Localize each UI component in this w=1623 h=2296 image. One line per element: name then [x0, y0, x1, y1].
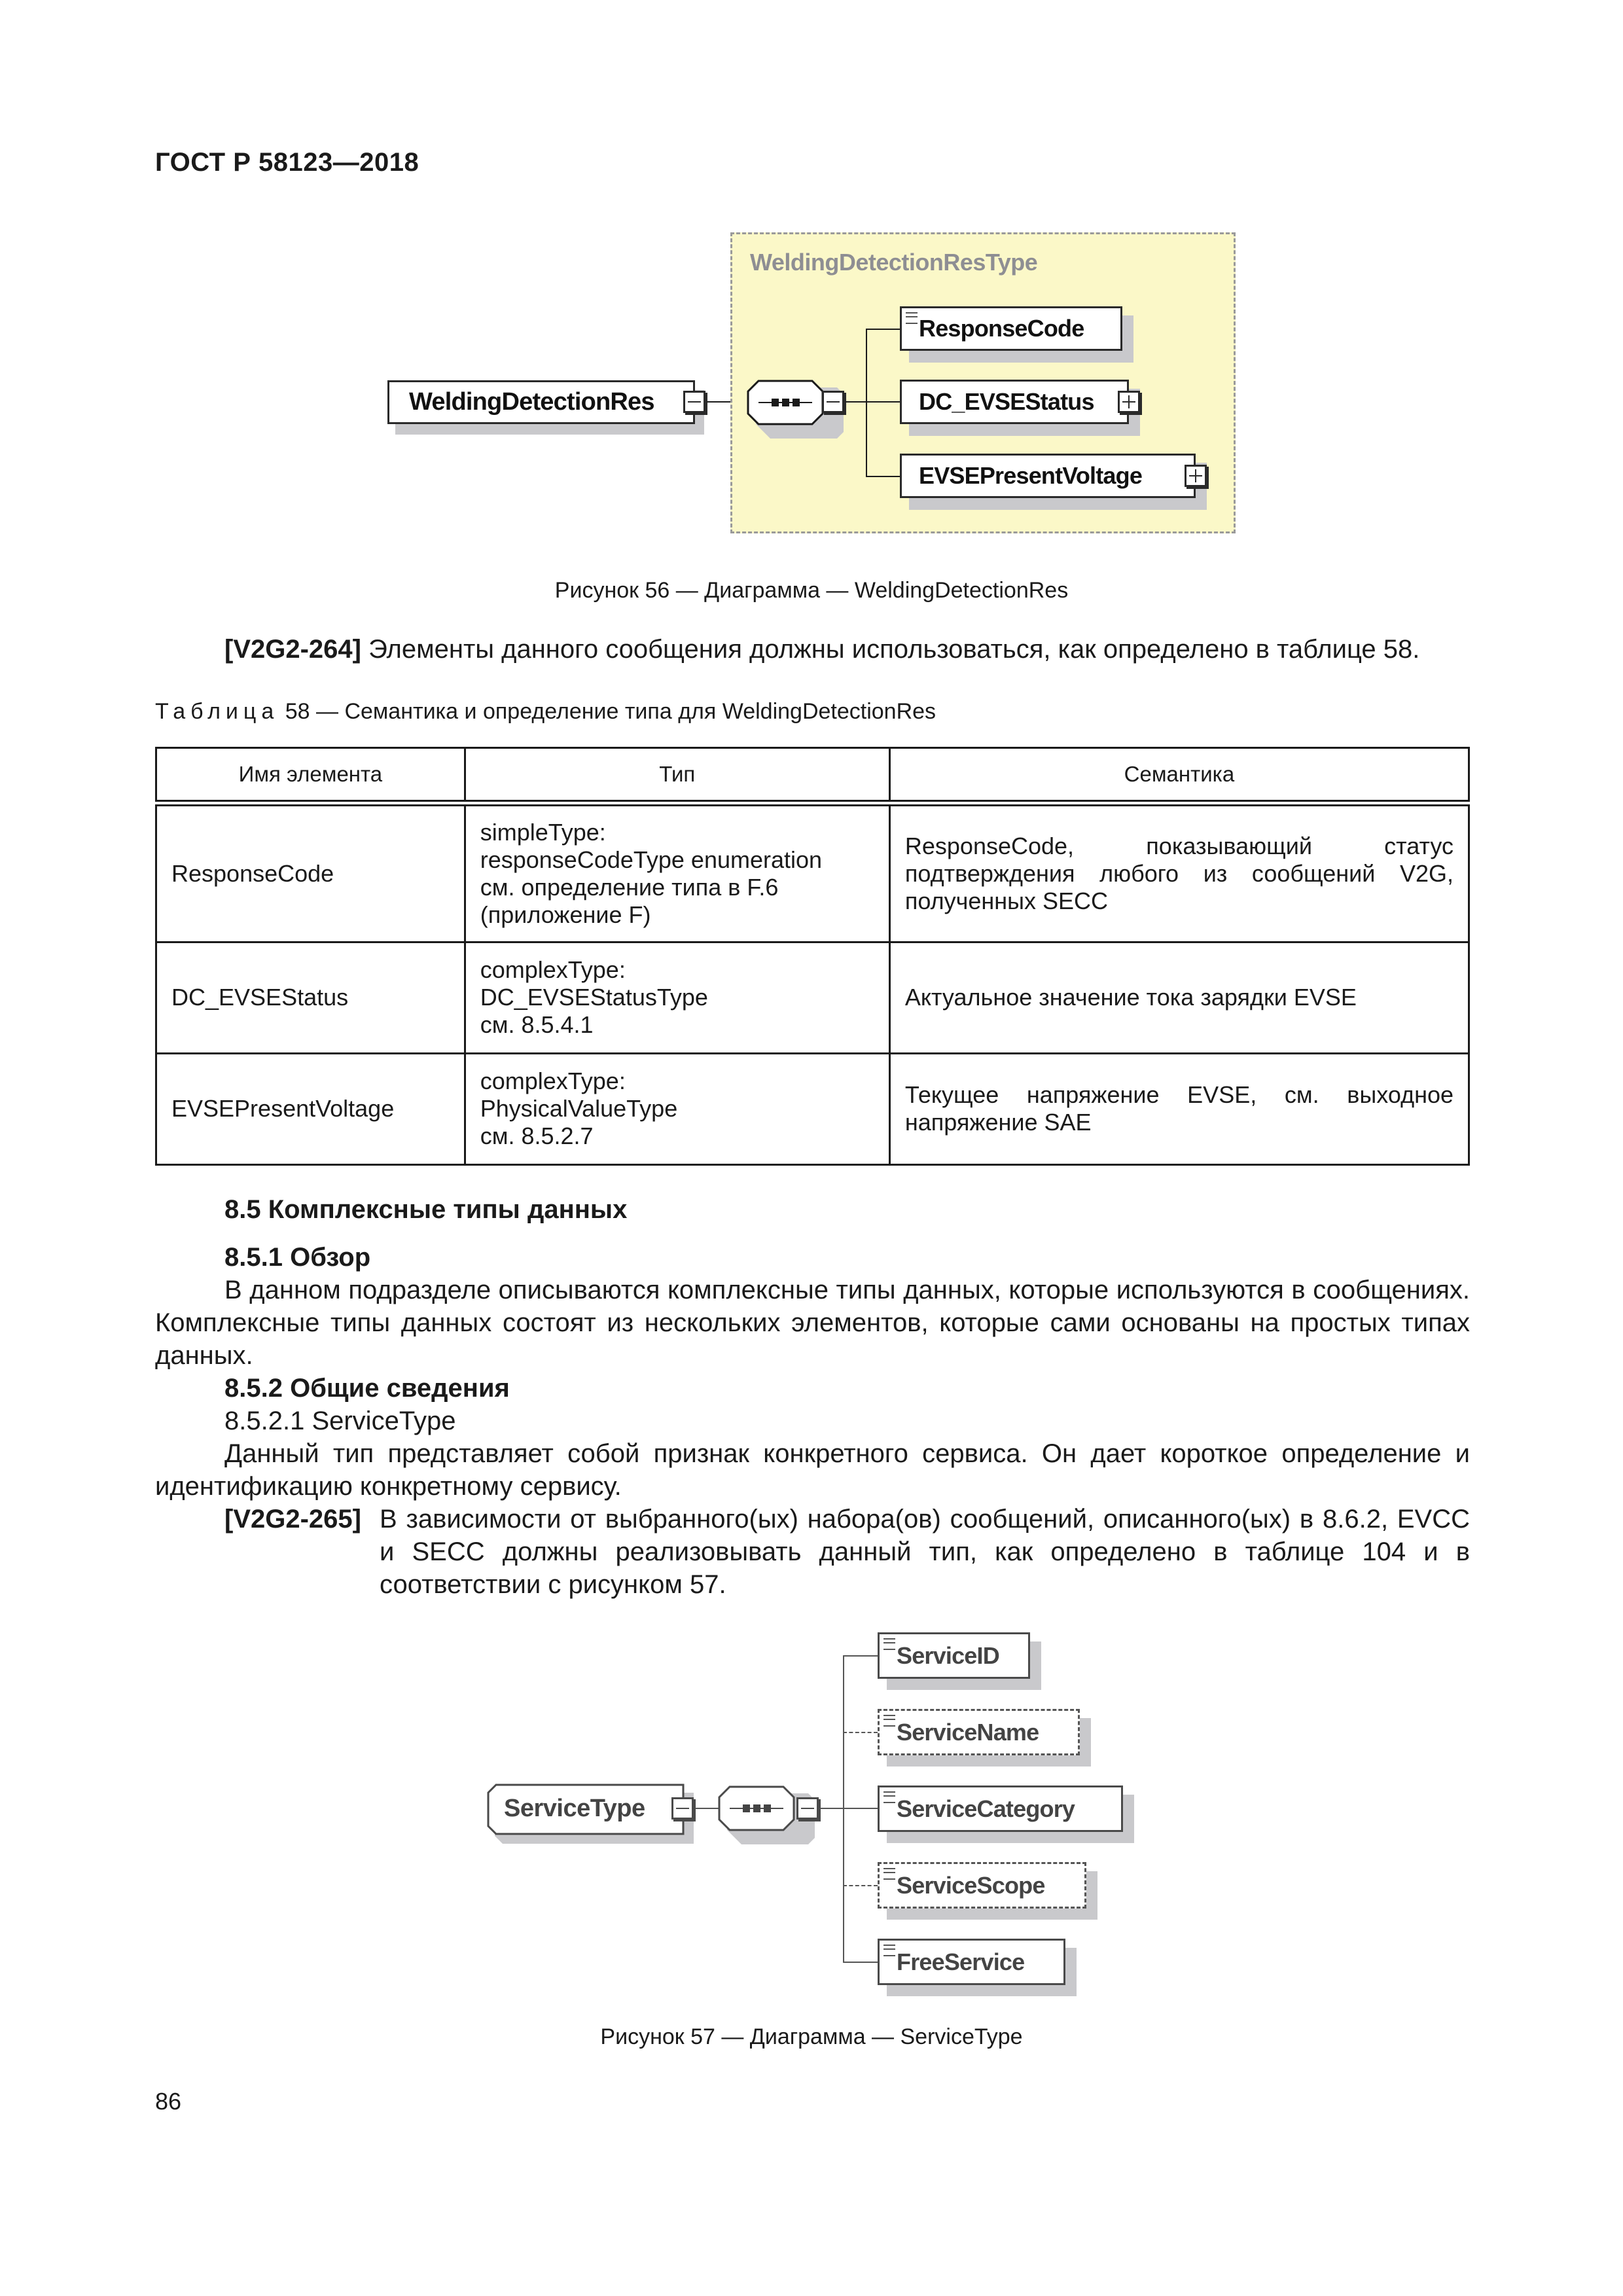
figure-56-caption: Рисунок 56 — Диаграмма — WeldingDetectionRes — [554, 578, 1069, 603]
element-response-code — [900, 306, 1122, 351]
type-line: см. 8.5.2.7 — [480, 1122, 594, 1149]
connector-line-optional — [843, 1732, 878, 1733]
heading-8-5: 8.5 Комплексные типы данных — [224, 1195, 628, 1224]
element-label: ServiceName — [897, 1718, 1039, 1746]
documentation-icon — [883, 1945, 895, 1956]
expand-icon — [1185, 465, 1207, 487]
table-row — [156, 1053, 1469, 1164]
cell-name: EVSEPresentVoltage — [156, 1053, 465, 1164]
table-58-title — [155, 699, 936, 725]
documentation-icon — [883, 1715, 895, 1727]
collapse-icon — [796, 1797, 819, 1820]
cell-semantics: Текущее напряжение EVSE, см. выходное напряжение SAE — [889, 1053, 1469, 1164]
connector-line — [846, 401, 900, 403]
element-label: WeldingDetectionRes — [409, 388, 654, 416]
connector-line — [695, 1808, 719, 1809]
table-label: Таблица — [155, 699, 279, 724]
element-evse-present-voltage — [900, 454, 1196, 498]
element-dc-evse-status — [900, 380, 1129, 424]
documentation-icon — [883, 1868, 895, 1880]
element-label: ResponseCode — [919, 315, 1084, 342]
type-line: complexType: — [480, 1067, 626, 1094]
cell-type — [465, 803, 889, 942]
heading-8-5-2-1: 8.5.2.1 ServiceType — [224, 1407, 456, 1435]
collapse-icon — [822, 391, 844, 413]
element-label: ServiceCategory — [897, 1795, 1075, 1822]
type-line: responseCodeType enumeration — [480, 846, 823, 873]
type-line: DC_EVSEStatusType — [480, 984, 708, 1011]
table-header-row — [156, 748, 1469, 804]
collapse-icon — [671, 1797, 694, 1820]
column-header: Тип — [465, 748, 889, 804]
element-label: FreeService — [897, 1948, 1025, 1975]
collapse-icon — [683, 391, 705, 413]
connector-line — [843, 1655, 878, 1657]
type-line: simpleType: — [480, 818, 606, 846]
connector-line — [820, 1808, 878, 1809]
element-welding-detection-res — [387, 380, 695, 424]
connector-line-optional — [843, 1885, 878, 1886]
column-header: Семантика — [889, 748, 1469, 804]
connector-line — [866, 329, 867, 476]
type-line: см. 8.5.4.1 — [480, 1011, 594, 1038]
table-row — [156, 803, 1469, 942]
type-line: complexType: — [480, 956, 626, 983]
cell-type — [465, 942, 889, 1053]
cell-semantics: Актуальное значение тока зарядки EVSE — [889, 942, 1469, 1053]
requirement-id: [V2G2-265] — [224, 1505, 361, 1534]
requirement-text: Элементы данного сообщения должны использоваться, как определено в таблице 58. — [361, 635, 1420, 664]
table-58 — [155, 747, 1470, 1166]
paragraph-servicetype: Данный тип представляет собой признак конкретного сервиса. Он дает короткое определение и идентификацию конкретному сервису. — [155, 1439, 1470, 1501]
section-8-5 — [155, 1193, 1470, 1601]
type-line: (приложение F) — [480, 901, 651, 928]
document-header: ГОСТ Р 58123—2018 — [155, 148, 419, 177]
requirement-v2g2-264 — [224, 635, 1419, 664]
requirement-id: [V2G2-264] — [224, 635, 361, 664]
connector-line — [843, 1962, 878, 1963]
cell-name: ResponseCode — [156, 803, 465, 942]
documentation-icon — [883, 1638, 895, 1650]
element-service-id — [878, 1632, 1030, 1679]
element-free-service — [878, 1939, 1065, 1985]
element-label: EVSEPresentVoltage — [919, 462, 1143, 489]
element-label: DC_EVSEStatus — [919, 388, 1094, 415]
paragraph-overview: В данном подразделе описываются комплексные типы данных, которые используются в сообщениях. Комплексные типы данных состоят из нескольких элементов, которые сами основаны на простых типах данных. — [155, 1276, 1470, 1370]
cell-name: DC_EVSEStatus — [156, 942, 465, 1053]
table-row — [156, 942, 1469, 1053]
type-line: PhysicalValueType — [480, 1095, 678, 1122]
heading-8-5-1: 8.5.1 Обзор — [224, 1243, 371, 1272]
element-service-category — [878, 1785, 1123, 1832]
table-title-text: 58 — Семантика и определение типа для WeldingDetectionRes — [279, 699, 936, 724]
element-label: ServiceID — [897, 1641, 999, 1669]
connector-line — [866, 476, 900, 477]
connector-line — [843, 1655, 844, 1962]
documentation-icon — [906, 312, 918, 324]
expand-icon — [1118, 391, 1140, 413]
element-label: ServiceScope — [897, 1871, 1045, 1899]
type-line: см. определение типа в F.6 — [480, 873, 779, 901]
documentation-icon — [883, 1791, 895, 1803]
connector-line — [866, 329, 900, 330]
requirement-text: В зависимости от выбранного(ых) набора(ов) сообщений, описанного(ых) в 8.6.2, EVCC и SECC должны реализовывать данный тип, как определено в таблице 104 и в соответствии с рисунком 57. — [380, 1505, 1470, 1599]
figure-57-caption: Рисунок 57 — Диаграмма — ServiceType — [600, 2024, 1023, 2049]
element-service-name — [878, 1709, 1080, 1755]
column-header: Имя элемента — [156, 748, 465, 804]
element-label: ServiceType — [504, 1795, 645, 1822]
complex-type-title: WeldingDetectionResType — [750, 249, 1038, 276]
cell-semantics: ResponseCode, показывающий статус подтверждения любого из сообщений V2G, полученных SECC — [889, 803, 1469, 942]
element-service-scope — [878, 1862, 1086, 1909]
requirement-v2g2-265 — [155, 1503, 1470, 1601]
heading-8-5-2: 8.5.2 Общие сведения — [224, 1374, 510, 1403]
cell-type — [465, 1053, 889, 1164]
page-number: 86 — [155, 2088, 182, 2115]
